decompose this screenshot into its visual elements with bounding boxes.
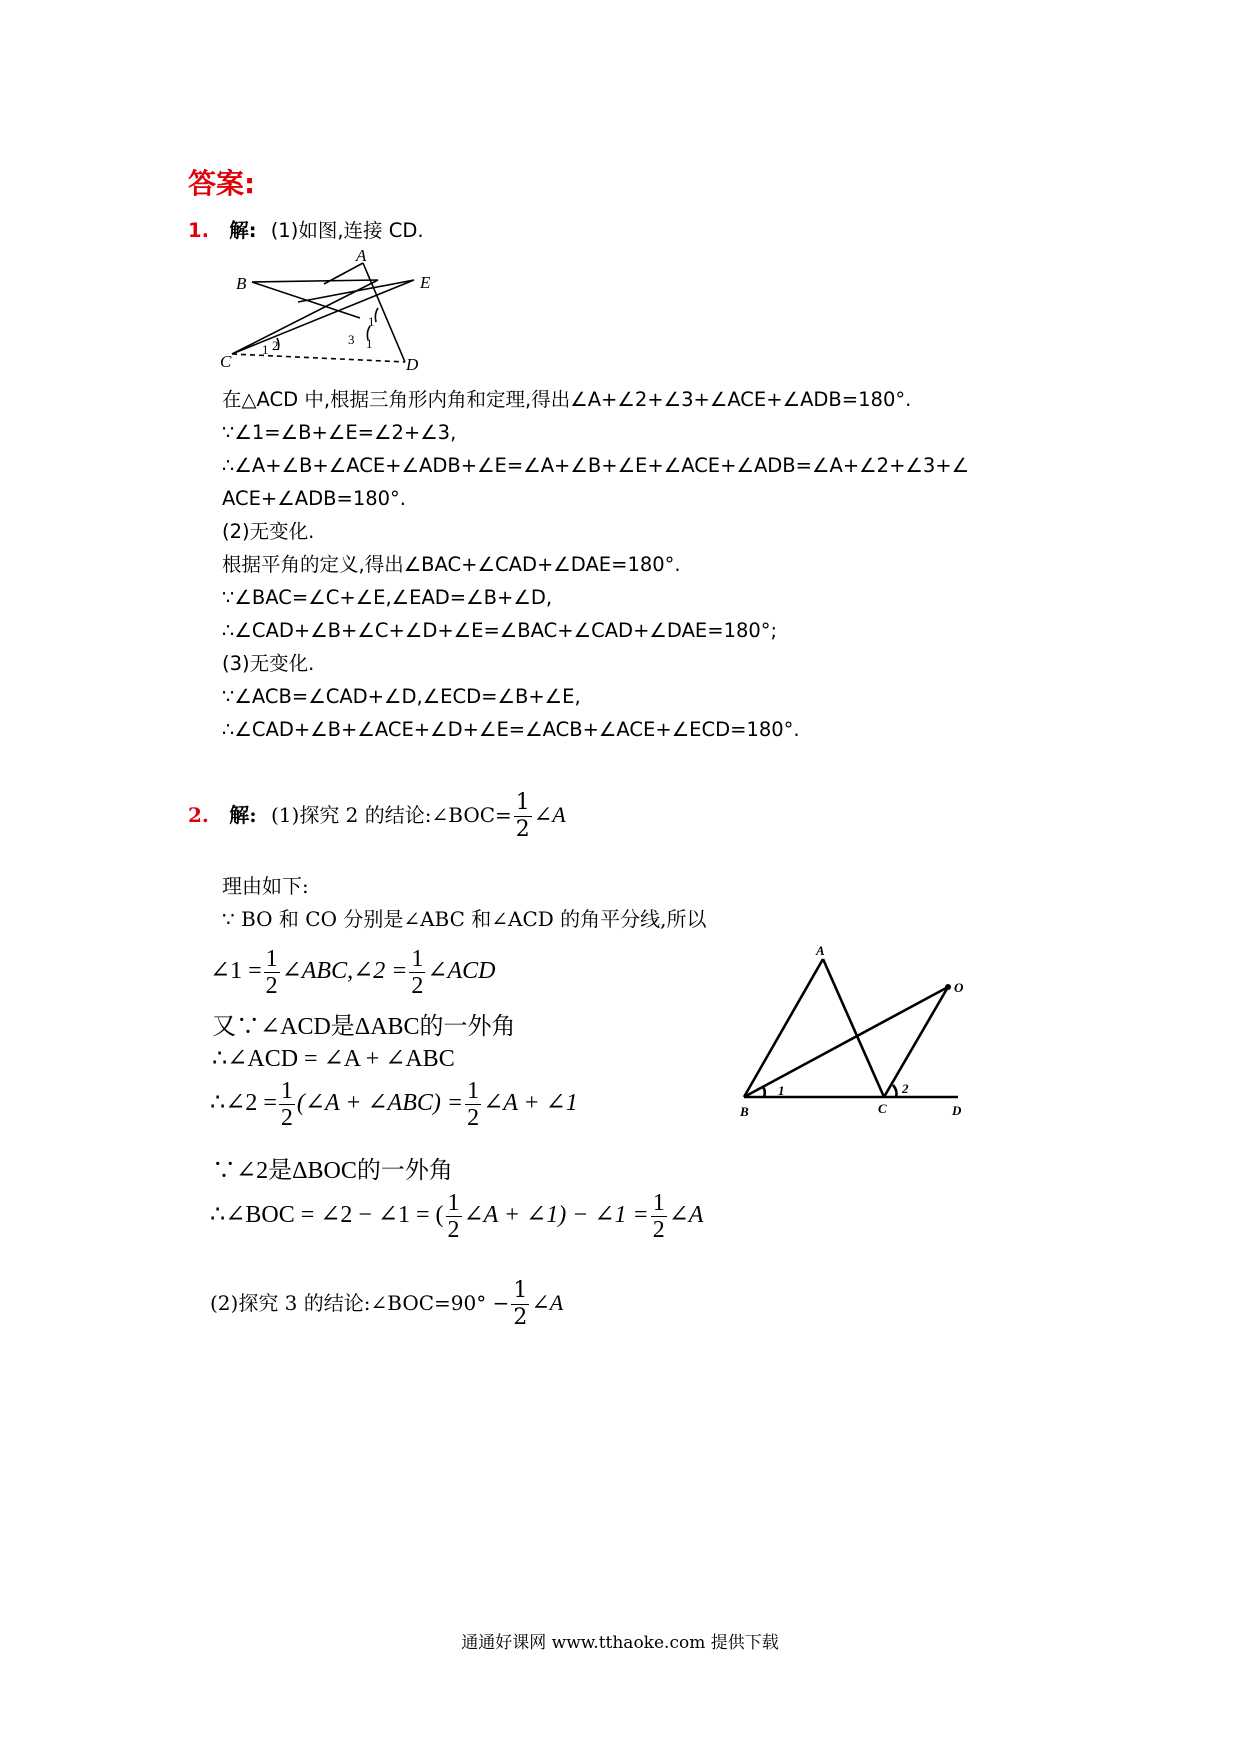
q1-header: [188, 214, 424, 247]
eq6-part-c: ∠A: [668, 1202, 704, 1229]
q1-line: ∴∠CAD+∠B+∠C+∠D+∠E=∠BAC+∠CAD+∠DAE=180°;: [222, 619, 778, 642]
q2-label-b: B: [740, 1104, 749, 1119]
q1-line: ∴∠A+∠B+∠ACE+∠ADB+∠E=∠A+∠B+∠E+∠ACE+∠ADB=∠A+∠2+∠3+∠: [222, 454, 970, 477]
eq6-part-b: ∠A + ∠1) − ∠1 =: [463, 1202, 649, 1229]
part2-suffix: ∠A: [531, 1290, 564, 1315]
line-ac: [823, 959, 884, 1097]
eq4-part-c: ∠A + ∠1: [483, 1090, 578, 1117]
q2-part2: [210, 1278, 563, 1331]
q2-eq1: [210, 946, 496, 999]
q1-angle-1: 1: [368, 314, 375, 329]
q2-eq5: ∵∠2是ΔBOC的一外角: [212, 1158, 453, 1184]
q2-number: 2.: [188, 803, 209, 827]
q2-eq2: 又∵∠ACD是ΔABC的一外角: [212, 1014, 516, 1040]
q1-line: ∵∠ACB=∠CAD+∠D,∠ECD=∠B+∠E,: [222, 685, 581, 708]
eq1-part-c: ∠ACD: [427, 958, 496, 985]
fraction-half: $\frac{1}{2}$: [447, 1190, 460, 1243]
part2-prefix: (2)探究 3 的结论:∠BOC=90° −: [210, 1291, 510, 1315]
q1-label-d: D: [406, 355, 419, 370]
q2-eq3: ∴∠ACD = ∠A + ∠ABC: [212, 1046, 455, 1072]
q1-solution-label: 解:: [229, 219, 257, 242]
q1-line: ∵∠BAC=∠C+∠E,∠EAD=∠B+∠D,: [222, 586, 553, 609]
q1-line: (2)无变化.: [222, 520, 315, 543]
q2-angle-2: 2: [902, 1081, 909, 1096]
fraction-half: $\frac{1}{2}$: [280, 1078, 293, 1131]
q2-since-line: ∵ BO 和 CO 分别是∠ABC 和∠ACD 的角平分线,所以: [222, 907, 707, 931]
q2-label-a: A: [816, 945, 825, 958]
eq1-part-b: ∠ABC,∠2 =: [281, 958, 408, 985]
eq4-part-a: ∴∠2 =: [210, 1090, 277, 1117]
fraction-half: $\frac{1}{2}$: [513, 1278, 528, 1330]
q1-label-c: C: [220, 352, 232, 370]
eq1-part-a: ∠1 =: [210, 958, 262, 985]
q2-label-d: D: [952, 1103, 962, 1118]
fraction-half: $\frac{1}{2}$: [467, 1078, 480, 1131]
q1-label-e: E: [420, 273, 431, 292]
q1-label-b: B: [236, 274, 247, 293]
q1-line: 在△ACD 中,根据三角形内角和定理,得出∠A+∠2+∠3+∠ACE+∠ADB=180°.: [222, 388, 912, 411]
fraction-half: $\frac{1}{2}$: [652, 1190, 665, 1243]
q2-part1-suffix: ∠A: [533, 802, 566, 827]
eq4-part-b: (∠A + ∠ABC) =: [296, 1090, 464, 1117]
dashed-cd: [232, 354, 405, 362]
q1-line: ∵∠1=∠B+∠E=∠2+∠3,: [222, 421, 457, 444]
eq6-part-a: ∴∠BOC = ∠2 − ∠1 = (: [210, 1202, 444, 1229]
q2-eq6: [210, 1190, 703, 1243]
footer-text: 通通好课网 www.tthaoke.com 提供下载: [461, 1633, 779, 1653]
q1-line: 根据平角的定义,得出∠BAC+∠CAD+∠DAE=180°.: [222, 553, 681, 576]
q2-part1-prefix: (1)探究 2 的结论:∠BOC=: [271, 803, 512, 827]
fraction-half: $\frac{1}{2}$: [411, 946, 424, 999]
fraction-half: $\frac{1}{2}$: [515, 790, 530, 842]
q1-angle-2: 2: [272, 338, 279, 353]
answer-heading: 答案:: [188, 167, 256, 200]
q1-label-a: A: [356, 250, 367, 265]
q1-line: ∴∠CAD+∠B+∠ACE+∠D+∠E=∠ACB+∠ACE+∠ECD=180°.: [222, 718, 800, 741]
q1-intro: (1)如图,连接 CD.: [270, 219, 424, 242]
line-to-e: [298, 280, 414, 302]
q1-body: [222, 383, 969, 746]
line-b-top: [252, 280, 378, 282]
q1-angle-1b: 1: [262, 342, 269, 357]
q1-line: (3)无变化.: [222, 652, 315, 675]
q2-angle-1: 1: [778, 1083, 785, 1098]
q2-label-o: O: [954, 980, 964, 995]
q2-triangle-figure: [730, 945, 970, 1120]
q2-solution-label: 解:: [229, 803, 257, 827]
q1-number: 1.: [188, 219, 209, 242]
q2-eq4: [210, 1078, 578, 1131]
q2-label-c: C: [878, 1101, 887, 1116]
q1-line: ACE+∠ADB=180°.: [222, 487, 406, 510]
q1-angle-3: 3: [348, 332, 355, 347]
point-o: [945, 984, 951, 990]
q1-star-figure: [220, 250, 450, 370]
q2-reason: 理由如下:: [222, 874, 309, 898]
q2-header: [188, 790, 566, 843]
fraction-half: $\frac{1}{2}$: [265, 946, 278, 999]
q1-angle-1c: 1: [366, 336, 373, 351]
